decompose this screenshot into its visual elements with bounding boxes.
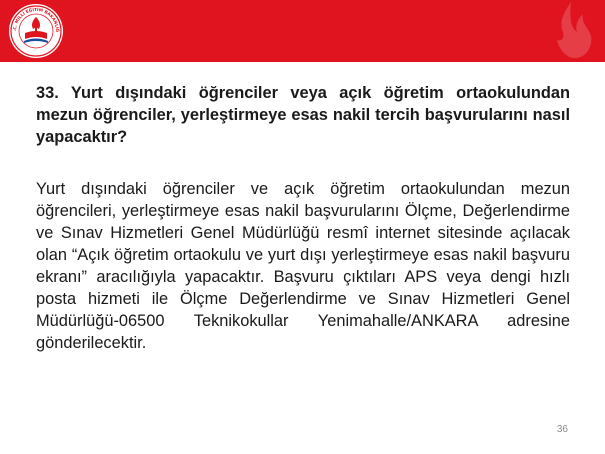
svg-text:T.C. MİLLİ EĞİTİM BAKANLIĞI: .C. MİLLİ EĞİTİM BAKANLIĞ [11, 6, 61, 33]
flame-watermark-icon [541, 0, 601, 62]
answer-paragraph: Yurt dışındaki öğrenciler ve açık öğretim ortaokulundan mezun öğrencileri, yerleştirmeye esas nakil başvurularını Ölçme, Değerlendirme ve Sınav Hizmetleri Genel Müdürlüğü resmî internet sitesinde açılacak olan “Açık öğretim ortaokulu ve yurt dışı yerleştirmeye esas nakil başvuru ekranı” aracılığıyla yapacaktır. Başvuru çıktıları APS veya dengi hızlı posta hizmeti ile Ölçme Değerlendirme ve Sınav Hizmetleri Genel Müdürlüğü-06500 Teknikokullar Yenimahalle/ANKARA adresine gönderilecektir. [36, 180, 570, 352]
slide-content [36, 82, 570, 354]
header-bar [0, 0, 605, 62]
ministry-of-education-seal-icon [8, 3, 64, 59]
page-number: 36 [556, 424, 568, 435]
question-heading: 33. Yurt dışındaki öğrenciler veya açık öğretim ortaokulundan mezun öğrenciler, yerleştirmeye esas nakil tercih başvurularını nasıl yapacaktır? [36, 84, 570, 146]
